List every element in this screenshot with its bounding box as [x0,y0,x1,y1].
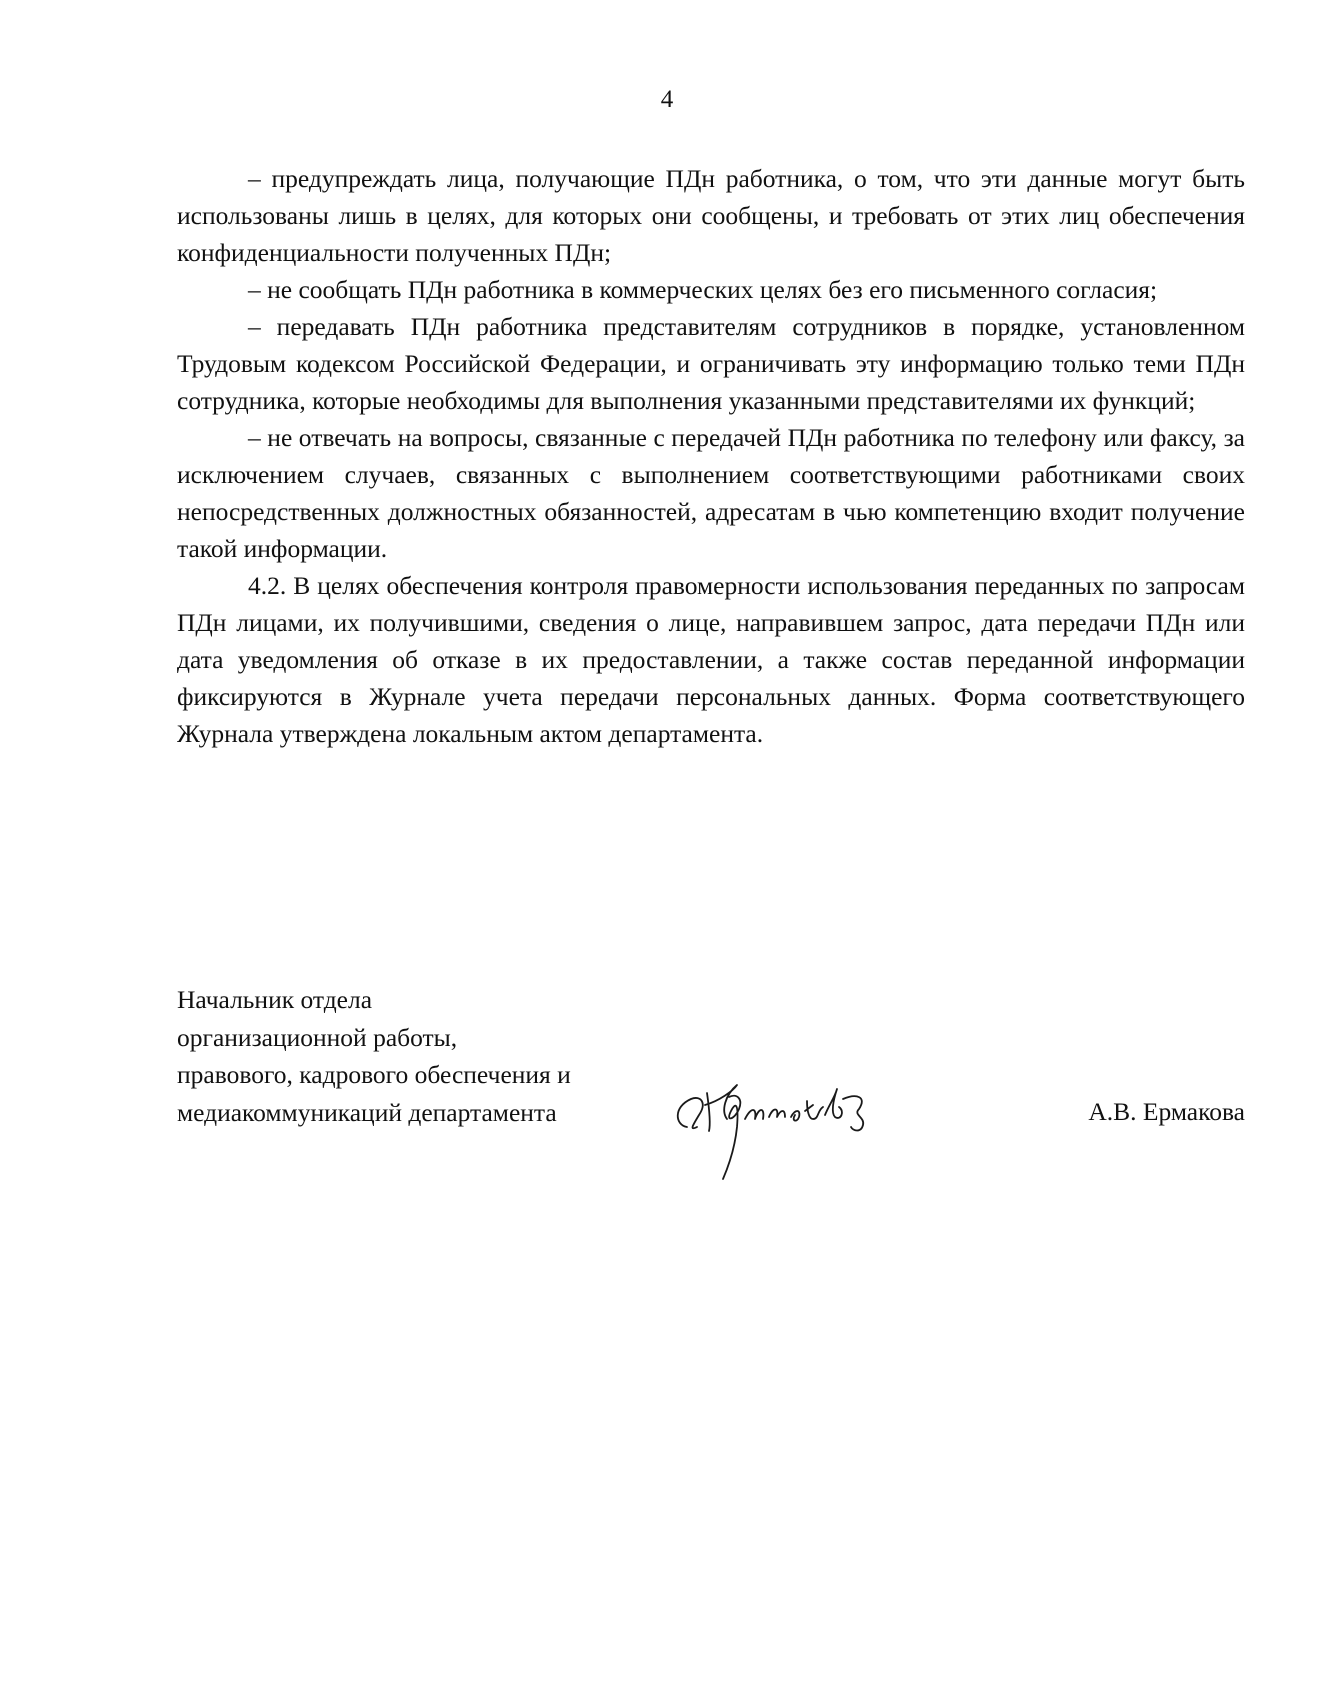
position-line: Начальник отдела [177,985,373,1014]
paragraph-no-commercial-use: – не сообщать ПДн работника в коммерческих целях без его письменного согласия; [248,275,1158,304]
paragraph-section-4-2: 4.2. В целях обеспечения контроля правомерности использования переданных по запросам ПДн лицами, их получившими, сведения о лице, направившем запрос, дата передачи ПДн или дата уведомления об отказе в их предоставлении, а также состав переданной информации фиксируются в Журнале учета передачи персональных данных. Форма соответствующего Журнала утверждена локальным актом департамента. [177,571,1245,748]
paragraph-transfer-to-representatives: – передавать ПДн работника представителям сотрудников в порядке, установленном Трудовым кодексом Российской Федерации, и ограничивать эту информацию только теми ПДн сотрудника, которые необходимы для выполнения указанными представителями их функций; [177,312,1245,415]
position-line: организационной работы, [177,1022,458,1052]
signatory-name: А.В. Ермакова [1088,1097,1245,1126]
paragraph-warn-recipients: – предупреждать лица, получающие ПДн работника, о том, что эти данные могут быть использованы лишь в целях, для которых они сообщены, и требовать от этих лиц обеспечения конфиденциальности полученных ПДн; [177,164,1245,267]
position-line: медиакоммуникаций департамента [177,1097,557,1127]
document-body [177,160,1245,752]
paragraph-no-phone-answers: – не отвечать на вопросы, связанные с передачей ПДн работника по телефону или факсу, за исключением случаев, связанных с выполнением соответствующими работниками своих непосредственных должностных обязанностей, адресатам в чью компетенцию входит получение такой информации. [177,423,1245,563]
handwritten-signature-icon [667,1067,897,1182]
position-line: правового, кадрового обеспечения и [177,1060,571,1089]
page-number: 4 [660,86,674,113]
signature-block [177,981,1245,1181]
